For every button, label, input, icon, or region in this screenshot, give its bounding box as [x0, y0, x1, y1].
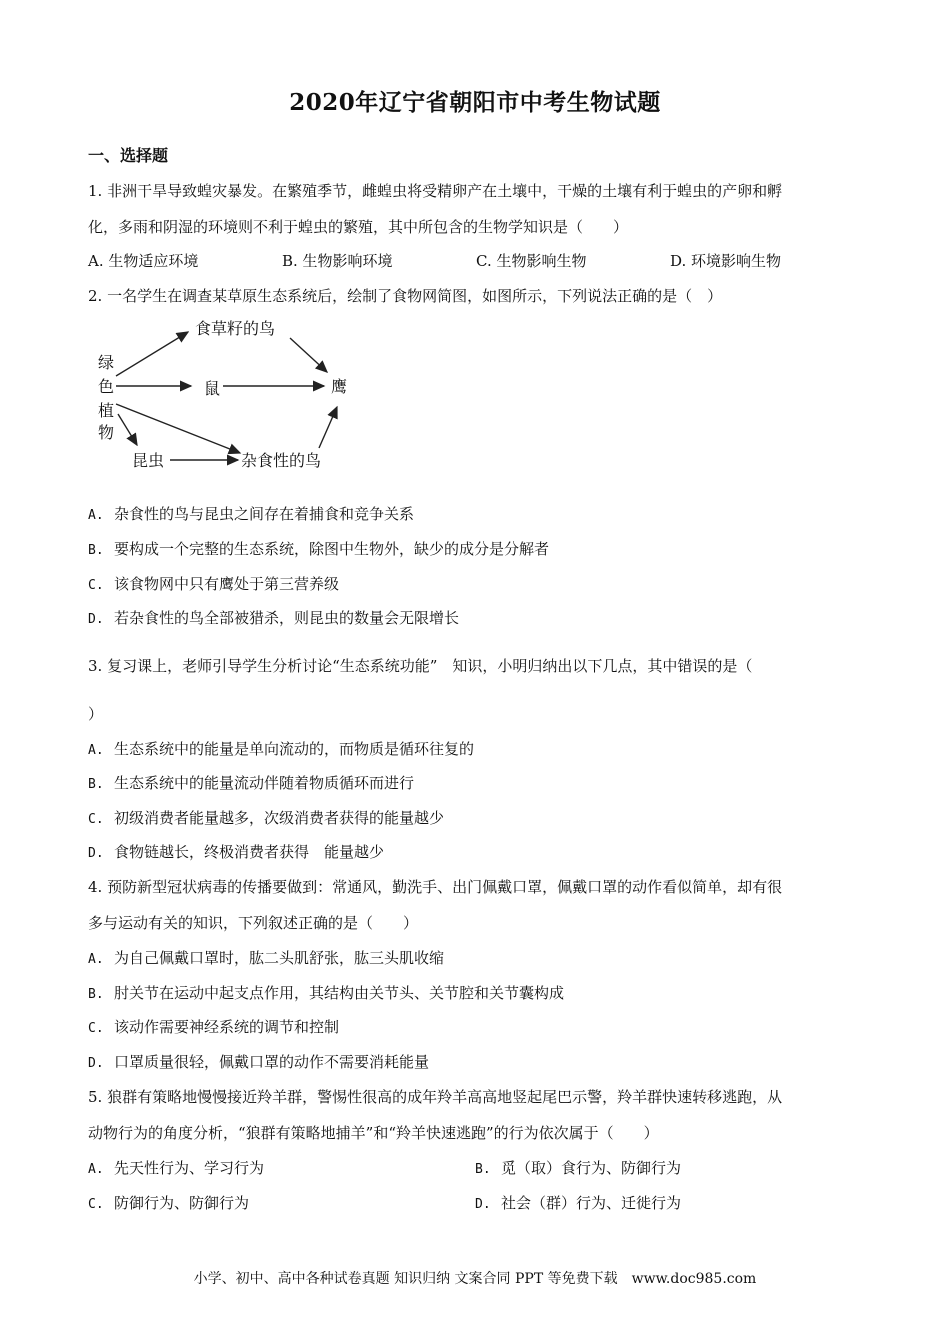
- food-web-diagram: [80, 312, 370, 477]
- question-3-option-b: [88, 772, 414, 793]
- question-1-option-a: A. 生物适应环境: [88, 252, 199, 270]
- question-5-option-b: [475, 1157, 681, 1178]
- question-4-option-b: [88, 982, 564, 1003]
- option-text: 食物链越长，终极消费者获得 能量越少: [114, 843, 385, 861]
- option-text: 该食物网中只有鹰处于第三营养级: [114, 575, 340, 593]
- option-text: 杂食性的鸟与昆虫之间存在着捕食和竞争关系: [114, 505, 415, 523]
- option-text: 先天性行为、学习行为: [114, 1159, 265, 1177]
- node-insect: 昆虫: [132, 451, 165, 470]
- question-3-option-a: [88, 738, 474, 759]
- question-5-option-d: [475, 1192, 681, 1213]
- option-text: 觅（取）食行为、防御行为: [501, 1159, 682, 1177]
- question-1-line-2: 化，多雨和阴湿的环境则不利于蝗虫的繁殖，其中所包含的生物学知识是（ ）: [88, 218, 629, 236]
- option-text: 初级消费者能量越多，次级消费者获得的能量越少: [114, 809, 445, 827]
- node-green-plant-char-4: 物: [98, 423, 115, 442]
- option-text: 为自己佩戴口罩时，肱二头肌舒张，肱三头肌收缩: [114, 949, 445, 967]
- option-label: D.: [88, 1056, 104, 1071]
- question-5-option-a: [88, 1157, 264, 1178]
- option-text: 防御行为、防御行为: [114, 1194, 250, 1212]
- question-2-option-a: [88, 503, 414, 524]
- option-label: C.: [88, 1021, 104, 1036]
- option-text: 生态系统中的能量是单向流动的，而物质是循环往复的: [114, 740, 475, 758]
- node-green-plant-char-3: 植: [98, 401, 115, 420]
- question-1-line-1: 1. 非洲干旱导致蝗灾暴发。在繁殖季节，雌蝗虫将受精卵产在土壤中，干燥的土壤有利于蝗虫的产卵和孵: [88, 182, 783, 200]
- question-5-line-2: 动物行为的角度分析，“狼群有策略地捕羊”和“羚羊快速逃跑”的行为依次属于（ ）: [88, 1124, 659, 1142]
- option-label: B.: [88, 777, 104, 792]
- option-label: A.: [88, 508, 104, 523]
- option-label: B.: [88, 543, 104, 558]
- question-1-option-d: D. 环境影响生物: [670, 252, 782, 270]
- option-label: B.: [88, 987, 104, 1002]
- node-eagle: 鹰: [331, 377, 348, 396]
- question-2-option-c: [88, 573, 339, 594]
- question-1-option-c: C. 生物影响生物: [476, 252, 587, 270]
- page-title: 2020年辽宁省朝阳市中考生物试题: [289, 89, 661, 116]
- arrow-plant-to-seed-bird: [116, 332, 188, 376]
- arrow-omnivore-bird-to-eagle: [319, 407, 337, 448]
- node-seed-eating-bird: 食草籽的鸟: [195, 319, 276, 338]
- option-label: C.: [88, 1197, 104, 1212]
- node-mouse: 鼠: [204, 379, 221, 398]
- option-label: D.: [88, 612, 104, 627]
- question-1-option-b: B. 生物影响环境: [282, 252, 393, 270]
- page-footer: 小学、初中、高中各种试卷真题 知识归纳 文案合同 PPT 等免费下载 www.doc985.com: [193, 1271, 757, 1287]
- question-2-option-d: [88, 607, 459, 628]
- option-label: B.: [475, 1162, 491, 1177]
- arrow-seed-bird-to-eagle: [290, 338, 327, 372]
- question-5-option-c: [88, 1192, 249, 1213]
- question-3-option-d: [88, 841, 384, 862]
- option-text: 要构成一个完整的生态系统，除图中生物外，缺少的成分是分解者: [114, 540, 550, 558]
- option-text: 口罩质量很轻，佩戴口罩的动作不需要消耗能量: [114, 1053, 430, 1071]
- node-green-plant-char-2: 色: [98, 377, 115, 396]
- option-text: 社会（群）行为、迁徙行为: [501, 1194, 682, 1212]
- option-label: D.: [475, 1197, 491, 1212]
- question-3-line-1: 3. 复习课上，老师引导学生分析讨论“生态系统功能” 知识，小明归纳出以下几点，其中错误的是（: [88, 657, 753, 675]
- option-text: 肘关节在运动中起支点作用，其结构由关节头、关节腔和关节囊构成: [114, 984, 565, 1002]
- arrow-plant-to-omnivore-bird: [116, 404, 240, 453]
- question-3-option-c: [88, 807, 444, 828]
- question-2-option-b: [88, 538, 549, 559]
- option-label: D.: [88, 846, 104, 861]
- option-text: 该动作需要神经系统的调节和控制: [114, 1018, 340, 1036]
- question-5-line-1: 5. 狼群有策略地慢慢接近羚羊群，警惕性很高的成年羚羊高高地竖起尾巴示警，羚羊群快速转移逃跑，从: [88, 1088, 783, 1106]
- question-4-line-1: 4. 预防新型冠状病毒的传播要做到：常通风，勤洗手、出门佩戴口罩，佩戴口罩的动作看似简单，却有很: [88, 878, 783, 896]
- question-3-line-2: ）: [88, 705, 104, 723]
- node-omnivorous-bird: 杂食性的鸟: [241, 451, 322, 470]
- option-label: A.: [88, 743, 104, 758]
- arrow-plant-to-insect: [118, 414, 137, 445]
- option-text: 生态系统中的能量流动伴随着物质循环而进行: [114, 774, 415, 792]
- question-2-stem: 2. 一名学生在调查某草原生态系统后，绘制了食物网简图，如图所示，下列说法正确的是（ ）: [88, 287, 723, 305]
- question-4-line-2: 多与运动有关的知识，下列叙述正确的是（ ）: [88, 914, 419, 932]
- question-4-option-d: [88, 1051, 429, 1072]
- question-4-option-c: [88, 1016, 339, 1037]
- option-text: 若杂食性的鸟全部被猎杀，则昆虫的数量会无限增长: [114, 609, 460, 627]
- option-label: A.: [88, 1162, 104, 1177]
- option-label: C.: [88, 578, 104, 593]
- option-label: C.: [88, 812, 104, 827]
- question-4-option-a: [88, 947, 444, 968]
- section-heading: 一、选择题: [88, 146, 169, 165]
- node-green-plant-char-1: 绿: [98, 353, 115, 372]
- option-label: A.: [88, 952, 104, 967]
